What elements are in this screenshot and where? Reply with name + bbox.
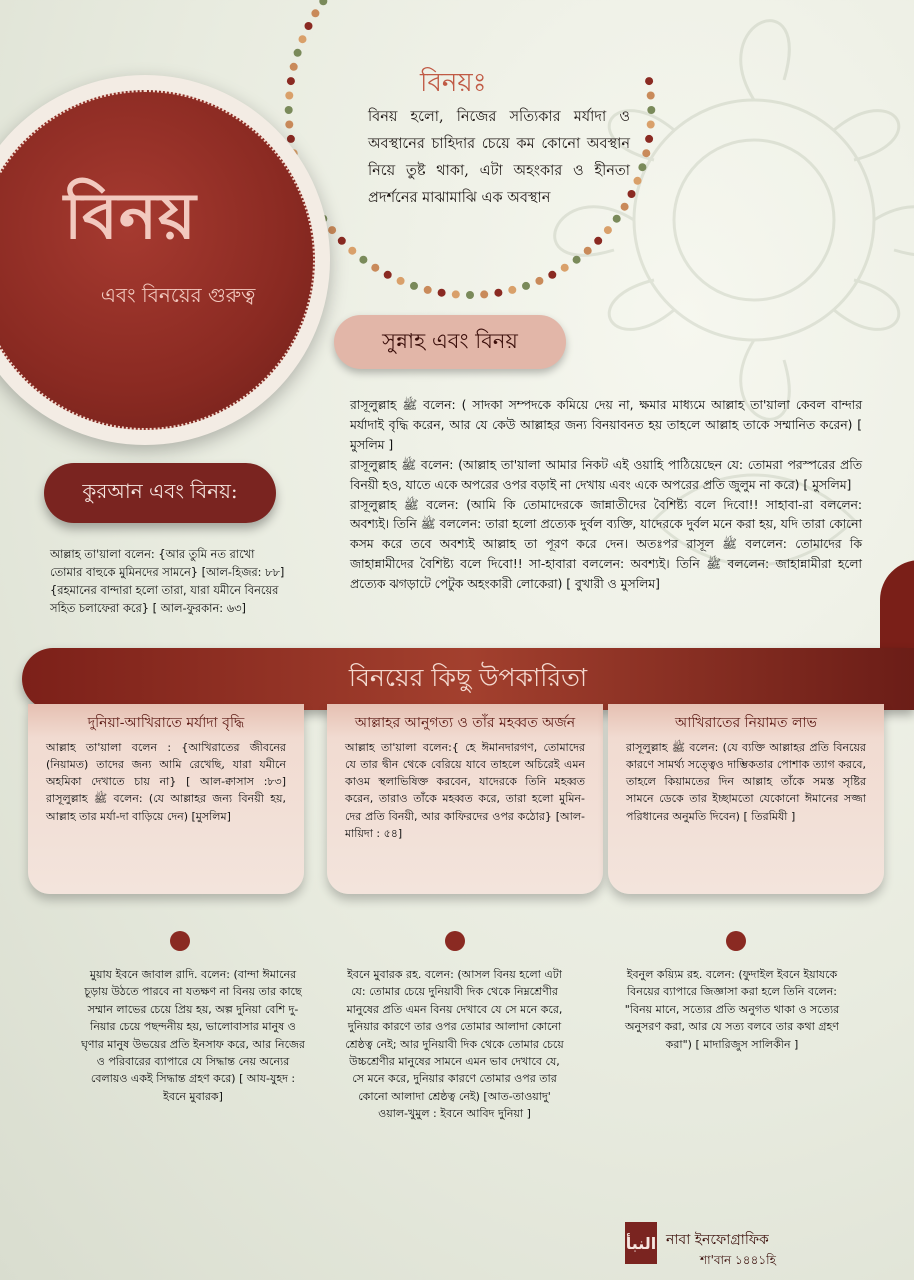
arc-dot — [311, 9, 319, 17]
arc-dot — [285, 121, 293, 129]
arc-dot — [359, 256, 367, 264]
arc-dot — [594, 237, 602, 245]
arc-dot — [573, 256, 581, 264]
arc-dot — [287, 77, 295, 85]
arc-dot — [285, 92, 293, 100]
benefit-card — [608, 704, 884, 894]
arc-dot — [647, 92, 655, 100]
arc-dot — [642, 149, 650, 157]
arc-dot — [438, 289, 446, 297]
arc-dot — [634, 177, 642, 185]
arc-dot — [371, 264, 379, 272]
quote-bullet — [170, 931, 190, 951]
quote-text: মুয়ায ইবনে জাবাল রাদি. বলেন: (বান্দা ঈমানের চূড়ায় উঠতে পারবে না যতক্ষণ না বিনয় তার কাছে সম্মান লাভের চেয়ে প্রিয় হয়, অল্প দুনিয়া বেশি দু-নিয়ার চেয়ে পছন্দনীয় হয়, ভালোবাসার মানুষ ও ঘৃণার মানুষ উভয়ের প্রতি ইনসাফ করে, আর নিজের ও পরিবারের ব্যাপারে যে সিদ্ধান্ত নেয় অন্যের বেলায়ও একই সিদ্ধান্ত গ্রহণ করে) [ আয-যুহদ : ইবনে মুবারক] — [81, 968, 305, 1103]
arc-dot — [645, 77, 653, 85]
quote-text: ইবনুল কয়্যিম রহ. বলেন: (ফুদাইল ইবনে ইয়াযকে বিনয়ের ব্যাপারে জিজ্ঞাসা করা হলে তিনি বলেন: "বিনয় মানে, সত্যের প্রতি অনুগত থাকা ও সত্যের অনুসরণ করা, আর যে সত্য বলবে তার কথা গ্রহণ করা") [ মাদারিজুস সালিকীন ] — [624, 968, 840, 1051]
arc-dot — [494, 289, 502, 297]
arc-dot — [348, 247, 356, 255]
arc-dot — [290, 63, 298, 71]
footer-date: শা'বান ১৪৪১হি — [700, 1253, 776, 1267]
arc-dot — [561, 264, 569, 272]
naba-logo: النبأ — [625, 1222, 657, 1264]
arc-dot — [452, 290, 460, 298]
quran-text: আল্লাহ তা'য়ালা বলেন: {আর তুমি নত রাখো তোমার বাহুকে মুমিনদের সামনে} [আল-হিজর: ৮৮] {রহমানের বান্দারা হলো তারা, যারা যমীনে বিনয়ের সহিত চলাফেরা করে} [ আল-ফুরকান: ৬৩] — [50, 547, 285, 616]
definition-text: বিনয় হলো, নিজের সত্যিকার মর্যাদা ও অবস্থানের চাহিদার চেয়ে কম কোনো অবস্থান নিয়ে তুষ্ট থাকা, এটা অহংকার ও হীনতা প্রদর্শনের মাঝামাঝি এক অবস্থান — [368, 109, 630, 206]
arc-dot — [480, 290, 488, 298]
arc-dot — [319, 0, 327, 5]
footer-brand: নাবা ইনফোগ্রাফিক — [666, 1232, 769, 1248]
benefit-card-text: রাসূলুল্লাহ ﷺ বলেন: (যে ব্যক্তি আল্লাহর প্রতি বিনয়ের কারণে সামর্থ্য সত্ত্বেও দাম্ভিকতার পোশাক ত্যাগ করবে, তাহলে কিয়ামতের দিন আল্লাহ তাঁকে সমস্ত সৃষ্টির সামনে ডেকে তার ইচ্ছামতো যেকোনো ঈমানের সজ্জা পরিধানের অনুমতি দিবেন) [ তিরমিযী ] — [626, 740, 866, 823]
arc-dot — [294, 49, 302, 57]
quran-heading: কুরআন এবং বিনয়: — [44, 463, 276, 523]
arc-dot — [645, 135, 653, 143]
benefit-card-title: আল্লাহর আনুগত্য ও তাঁর মহব্বত অর্জন — [354, 715, 576, 731]
arc-dot — [299, 35, 307, 43]
benefits-banner: বিনয়ের কিছু উপকারিতা — [22, 648, 914, 710]
arc-dot — [287, 135, 295, 143]
sunnah-paragraph: রাসূলুল্লাহ ﷺ বলেন: ( সাদকা সম্পদকে কমিয়ে দেয় না, ক্ষমার মাধ্যমে আল্লাহ তা'য়ালা কেবল বান্দার মর্যাদাই বৃদ্ধি করেন, আর যে কেউ আল্লাহর জন্য বিনয়াবনত হয় তাহলে আল্লাহ তাকে সম্মানিত করেন) [ মুসলিম ] — [350, 398, 862, 452]
arc-dot — [466, 291, 474, 299]
arc-dot — [508, 286, 516, 294]
arc-dot — [424, 286, 432, 294]
benefit-card-text: আল্লাহ তা'য়ালা বলেন:{ হে ঈমানদারগণ, তোমাদের যে তার দ্বীন থেকে বেরিয়ে যাবে তাহলে অচিরেই এমন কাওম স্থলাভিষিক্ত করবেন, যাদেরকে তিনি মহব্বত করেন, তারাও তাঁকে মহব্বত করে, তারা হলো মুমিন-দের প্রতি বিনয়ী, আর কাফিরদের ওপর কঠোর} [আল-মায়িদা : ৫৪] — [345, 740, 585, 840]
arc-dot — [328, 226, 336, 234]
sunnah-paragraph: রাসূলুল্লাহ ﷺ বলেন: (আমি কি তোমাদেরকে জান্নাতীদের বৈশিষ্ট্য বলে দিবো!! সাহাবা-রা বললেন: অবশ্যই। তিনি ﷺ বললেন: তারা হলো প্রত্যেক দুর্বল ব্যক্তি, যাদেরকে দুর্বল মনে করা হয়, যদি তারা কোনো কসম করে তবে অবশ্যই আল্লাহ তা পূরণ করে দেন। অতঃপর রাসূল ﷺ বললেন: তোমাদের কি জাহান্নামীদের বৈশিষ্ট্য বলে দিবো!! সা-হাবারা বললেন: অবশ্যই। তিনি ﷺ বললেন: জাহান্নামীরা হলো প্রত্যেক ঝগড়াটে পেটুক অহংকারী লোকেরা) [ বুখারী ও মুসলিম] — [350, 497, 862, 592]
benefit-card — [327, 704, 603, 894]
quote-text: ইবনে মুবারক রহ. বলেন: (আসল বিনয় হলো এটা যে: তোমার চেয়ে দুনিয়াবী দিক থেকে নিম্নশ্রেণীর মানুষের প্রতি এমন বিনয় দেখাবে যে সে মনে করে, দুনিয়ার কারণে তার ওপর তোমার আলাদা কোনো শ্রেষ্ঠত্ব নেই; আর দুনিয়াবী দিক থেকে তোমার চেয়ে উচ্চশ্রেণীর মানুষের সামনে এমন ভাব দেখাবে যে, সে মনে করে, দুনিয়ার কারণে তোমার ওপর তার কোনো আলাদা শ্রেষ্ঠত্ব নেই) [আত-তাওয়াদু' ওয়াল-খুমুল : ইবনে আবিদ দুনিয়া ] — [345, 968, 564, 1120]
benefit-card-text: আল্লাহ তা'য়ালা বলেন : {আখিরাতের জীবনের (নিয়ামত) তাদের জন্য আমি রেখেছি, যারা যমীনে অহমিকা দেখাতে চায় না} [ আল-ক্বাসাস :৮৩] রাসূলুল্লাহ ﷺ বলেন: (যে আল্লাহর জন্য বিনয়ী হয়, আল্লাহ তার মর্যা-দা বাড়িয়ে দেন) [মুসলিম] — [46, 740, 286, 823]
arc-dot — [522, 282, 530, 290]
sunnah-paragraph: রাসূলুল্লাহ ﷺ বলেন: (আল্লাহ তা'য়ালা আমার নিকট এই ওয়াহি পাঠিয়েছেন যে: তোমরা পরস্পরের প্রতি বিনয়ী হও, যাতে একে অপরের ওপর বড়াই না দেখায় এবং একে অপরের প্রতি জুলুম না করে) [ মুসলিম] — [350, 457, 862, 492]
arc-dot — [535, 277, 543, 285]
arc-dot — [397, 277, 405, 285]
page-title: বিনয় — [64, 179, 197, 254]
arc-dot — [338, 237, 346, 245]
sunnah-heading: সুন্নাহ এবং বিনয় — [334, 315, 566, 369]
quote-bullet — [726, 931, 746, 951]
arc-dot — [285, 106, 293, 114]
arc-dot — [410, 282, 418, 290]
arc-dot — [647, 106, 655, 114]
benefit-card — [28, 704, 304, 894]
arc-dot — [384, 271, 392, 279]
definition-heading: বিনয়ঃ — [420, 68, 487, 98]
arc-dot — [613, 215, 621, 223]
page-subtitle: এবং বিনয়ের গুরুত্ব — [100, 283, 256, 307]
arc-dot — [647, 121, 655, 129]
quote-bullet — [445, 931, 465, 951]
sunnah-text — [350, 396, 862, 595]
benefit-card-title: আখিরাতের নিয়ামত লাভ — [675, 715, 817, 731]
benefit-card-title: দুনিয়া-আখিরাতে মর্যাদা বৃদ্ধি — [87, 715, 245, 731]
arc-dot — [305, 22, 313, 30]
arc-dot — [604, 226, 612, 234]
arc-dot — [638, 163, 646, 171]
arc-dot — [584, 247, 592, 255]
arc-dot — [548, 271, 556, 279]
